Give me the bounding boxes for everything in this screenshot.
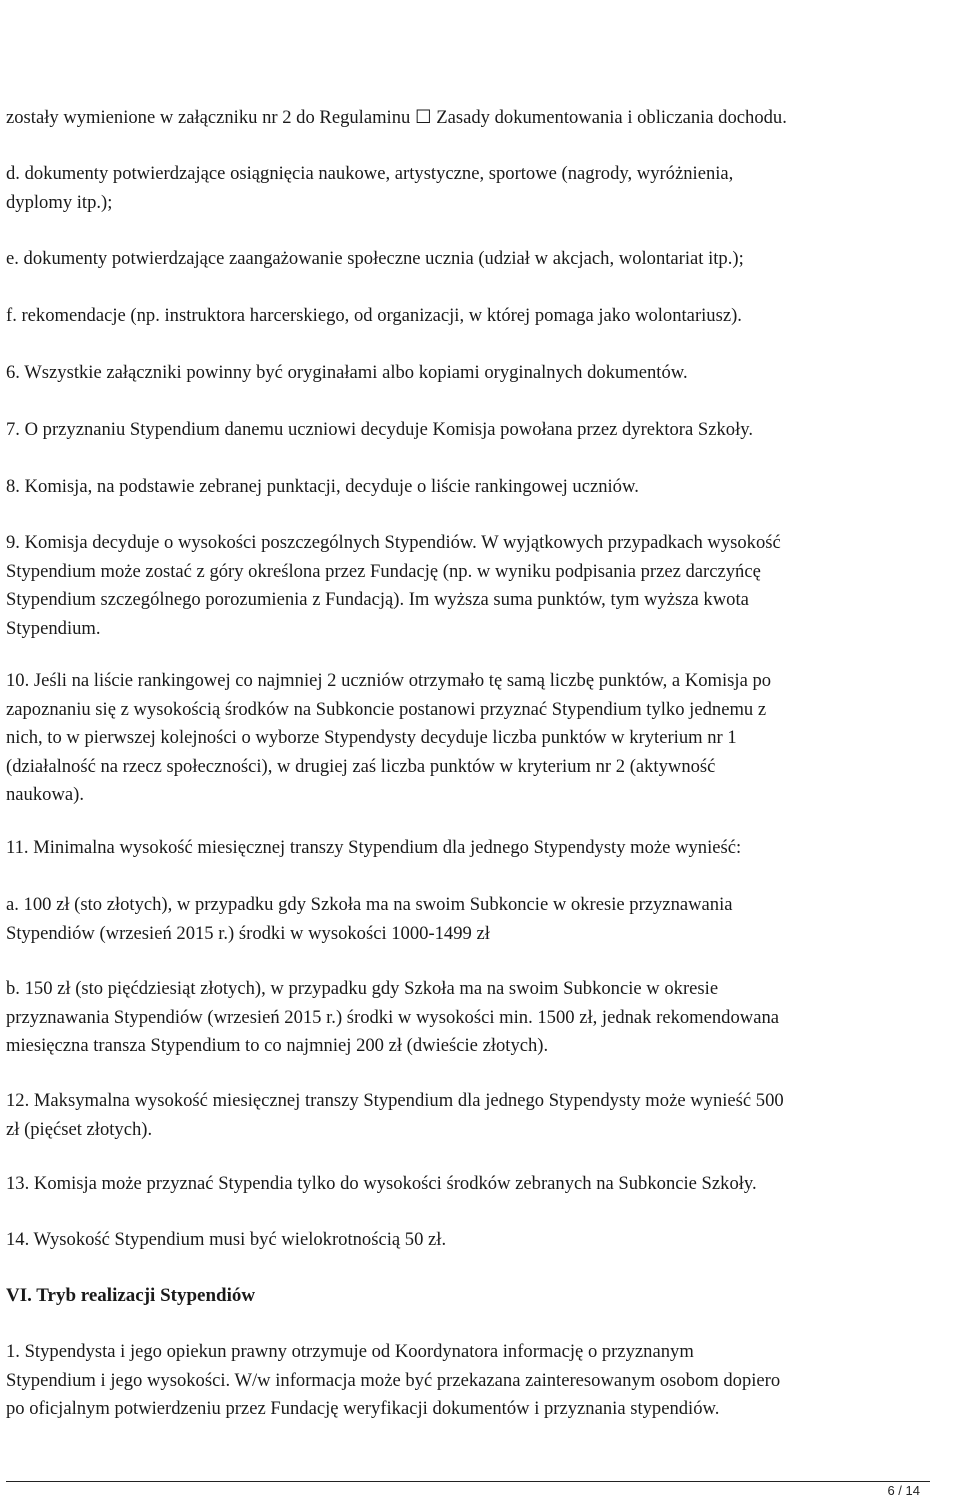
text-line: Stypendium szczególnego porozumienia z Fundacją). Im wyższa suma punktów, tym wyższa kwota (6, 589, 749, 610)
text-line: e. dokumenty potwierdzające zaangażowanie społeczne ucznia (udział w akcjach, wolontariat itp.); (6, 248, 744, 269)
text-line: 8. Komisja, na podstawie zebranej punktacji, decyduje o liście rankingowej uczniów. (6, 476, 639, 497)
text-line: miesięczna transza Stypendium to co najmniej 200 zł (dwieście złotych). (6, 1035, 549, 1056)
paragraph (6, 416, 753, 445)
paragraph (6, 975, 779, 1061)
text-line: 12. Maksymalna wysokość miesięcznej transzy Stypendium dla jednego Stypendysty może wynieść 500 (6, 1090, 784, 1111)
text-line: 14. Wysokość Stypendium musi być wielokrotnością 50 zł. (6, 1229, 447, 1250)
text-line: d. dokumenty potwierdzające osiągnięcia naukowe, artystyczne, sportowe (nagrody, wyróżnienia, (6, 163, 734, 184)
section-heading: VI. Tryb realizacji Stypendiów (6, 1285, 256, 1306)
text-line: zł (pięćset złotych). (6, 1118, 153, 1140)
text-line: po oficjalnym potwierdzeniu przez Fundację weryfikacji dokumentów i przyznania stypendiów. (6, 1398, 720, 1419)
paragraph (6, 1338, 780, 1424)
text-line: dyplomy itp.); (6, 191, 113, 213)
text-line: Stypendium może zostać z góry określona przez Fundację (np. w wyniku podpisania przez darczyńcę (6, 560, 761, 582)
paragraph (6, 1087, 784, 1144)
text-line: 7. O przyznaniu Stypendium danemu uczniowi decyduje Komisja powołana przez dyrektora Szkoły. (6, 419, 753, 440)
text-line: zapoznaniu się z wysokością środków na Subkoncie postanowi przyznać Stypendium tylko jednemu z (6, 698, 767, 720)
text-line: a. 100 zł (sto złotych), w przypadku gdy Szkoła ma na swoim Subkoncie w okresie przyznawania (6, 894, 733, 915)
text-line: f. rekomendacje (np. instruktora harcerskiego, od organizacji, w której pomaga jako wolontariusz). (6, 305, 742, 326)
paragraph (6, 473, 639, 502)
paragraph (6, 891, 733, 948)
paragraph (6, 359, 688, 388)
text-line: 13. Komisja może przyznać Stypendia tylko do wysokości środków zebranych na Subkoncie Szkoły. (6, 1173, 757, 1194)
paragraph (6, 1226, 446, 1255)
paragraph (6, 834, 741, 863)
page-indicator: 6 / 14 (887, 1483, 920, 1498)
text-line: 6. Wszystkie załączniki powinny być oryginałami albo kopiami oryginalnych dokumentów. (6, 362, 688, 383)
text-line: 10. Jeśli na liście rankingowej co najmniej 2 uczniów otrzymało tę samą liczbę punktów, a Komisja po (6, 670, 772, 691)
paragraph (6, 245, 744, 274)
text-line: zostały wymienione w załączniku nr 2 do Regulaminu ☐ Zasady dokumentowania i obliczania dochodu. (6, 107, 787, 128)
paragraph (6, 529, 781, 643)
text-line: Stypendium i jego wysokości. W/w informacja może być przekazana zainteresowanym osobom dopiero (6, 1369, 781, 1391)
paragraph (6, 104, 787, 133)
text-line: (działalność na rzecz społeczności), w drugiej zaś liczba punktów w kryterium nr 2 (aktywność (6, 755, 716, 777)
footer-divider (6, 1481, 930, 1482)
text-line: nich, to w pierwszej kolejności o wyborze Stypendysty decyduje liczba punktów w kryterium nr 1 (6, 727, 737, 748)
paragraph (6, 160, 733, 217)
text-line: b. 150 zł (sto pięćdziesiąt złotych), w przypadku gdy Szkoła ma na swoim Subkoncie w okresie (6, 978, 719, 999)
text-line: Stypendium. (6, 617, 101, 639)
paragraph (6, 667, 771, 810)
paragraph (6, 1170, 757, 1199)
text-line: naukowa). (6, 784, 84, 805)
paragraph (6, 302, 742, 331)
text-line: 9. Komisja decyduje o wysokości poszczególnych Stypendiów. W wyjątkowych przypadkach wysokość (6, 532, 781, 553)
text-line: Stypendiów (wrzesień 2015 r.) środki w wysokości 1000-1499 zł (6, 922, 490, 944)
text-line: przyznawania Stypendiów (wrzesień 2015 r.) środki w wysokości min. 1500 zł, jednak rekomendowana (6, 1006, 780, 1028)
text-line: 1. Stypendysta i jego opiekun prawny otrzymuje od Koordynatora informację o przyznanym (6, 1341, 694, 1362)
text-line: 11. Minimalna wysokość miesięcznej transzy Stypendium dla jednego Stypendysty może wynieść: (6, 837, 742, 858)
